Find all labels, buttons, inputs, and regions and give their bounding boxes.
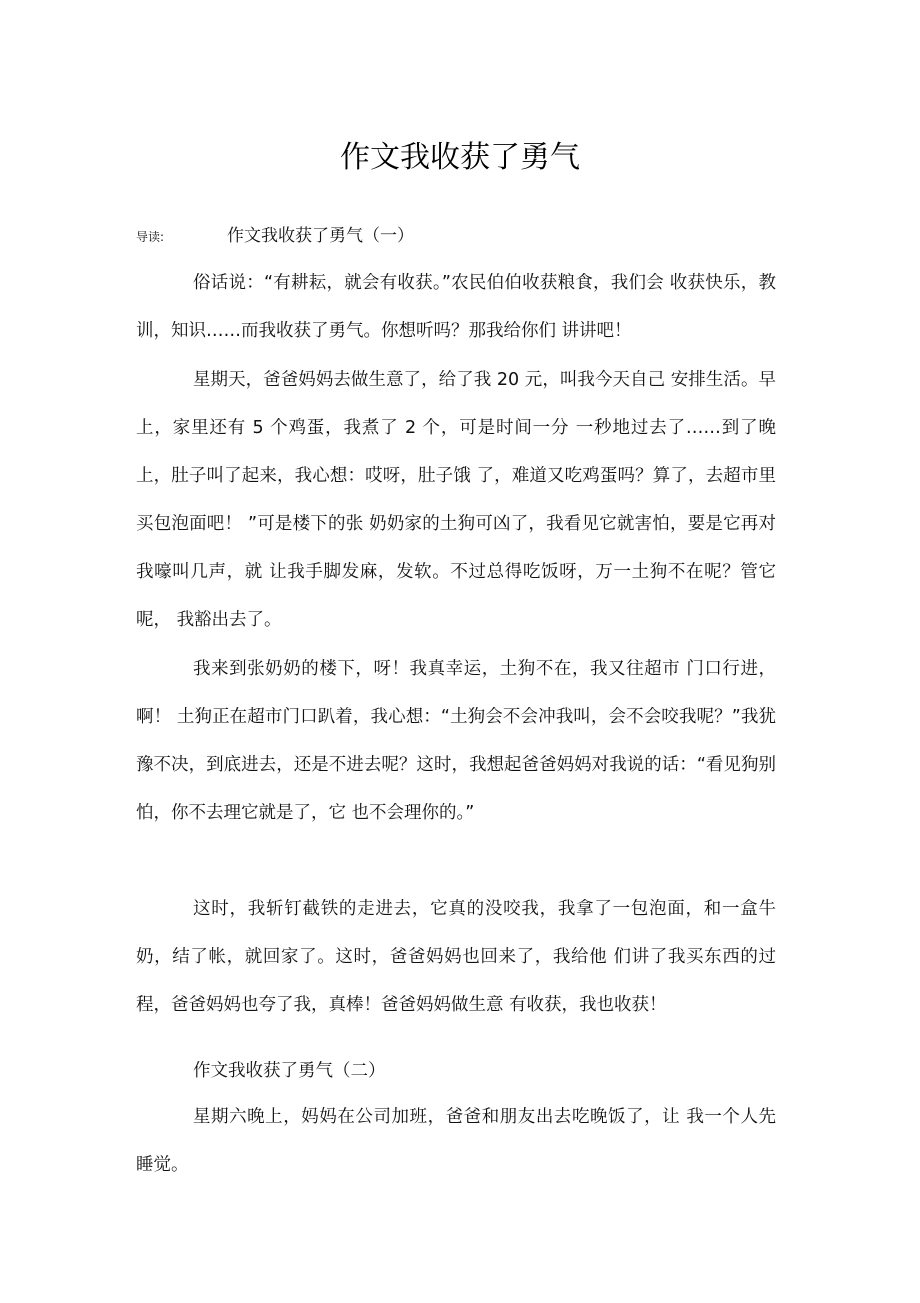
intro-subtitle: 作文我收获了勇气（一） (227, 226, 414, 246)
section-heading-2: 作文我收获了勇气（二） (193, 1061, 386, 1081)
paragraph-4: 这时，我斩钉截铁的走进去，它真的没咬我，我拿了一包泡面，和一盒牛奶，结了帐，就回家了。这时，爸爸妈妈也回来了，我给他 们讲了我买东西的过程，爸爸妈妈也夸了我，真棒！爸爸妈妈做生意 有收获，我也收获！ (136, 899, 776, 1015)
intro-label: 导读: (136, 230, 165, 244)
paragraph-1: 俗话说：“有耕耘，就会有收获。”农民伯伯收获粮食，我们会 收获快乐，教训，知识……而我收获了勇气。你想听吗？那我给你们 讲讲吧！ (136, 273, 776, 341)
paragraph-3: 我来到张奶奶的楼下，呀！我真幸运，土狗不在，我又往超市 门口行进，啊！ 土狗正在超市门口趴着，我心想：“土狗会不会冲我叫，会不会咬我呢？”我犹豫不决，到底进去，还是不进去呢？这时，我想起爸爸妈妈对我说的话：“看见狗别怕，你不去理它就是了，它 也不会理你的。” (136, 659, 776, 823)
intro-line (136, 224, 776, 248)
paragraph-2: 星期天，爸爸妈妈去做生意了，给了我 20 元，叫我今天自己 安排生活。早上，家里还有 5 个鸡蛋，我煮了 2 个，可是时间一分 一秒地过去了……到了晚上，肚子叫了起来，我心想：哎呀，肚子饿 了，难道又吃鸡蛋吗？算了，去超市里买包泡面吧！ ”可是楼下的张 奶奶家的土狗可凶了，我看见它就害怕，要是它再对我嚎叫几声，就 让我手脚发麻，发软。不过总得吃饭呀，万一土狗不在呢？管它呢， 我豁出去了。 (136, 370, 776, 630)
document-title: 作文我收获了勇气 (340, 140, 580, 175)
paragraph-6: 星期六晚上，妈妈在公司加班，爸爸和朋友出去吃晚饭了，让 我一个人先睡觉。 (136, 1107, 776, 1175)
